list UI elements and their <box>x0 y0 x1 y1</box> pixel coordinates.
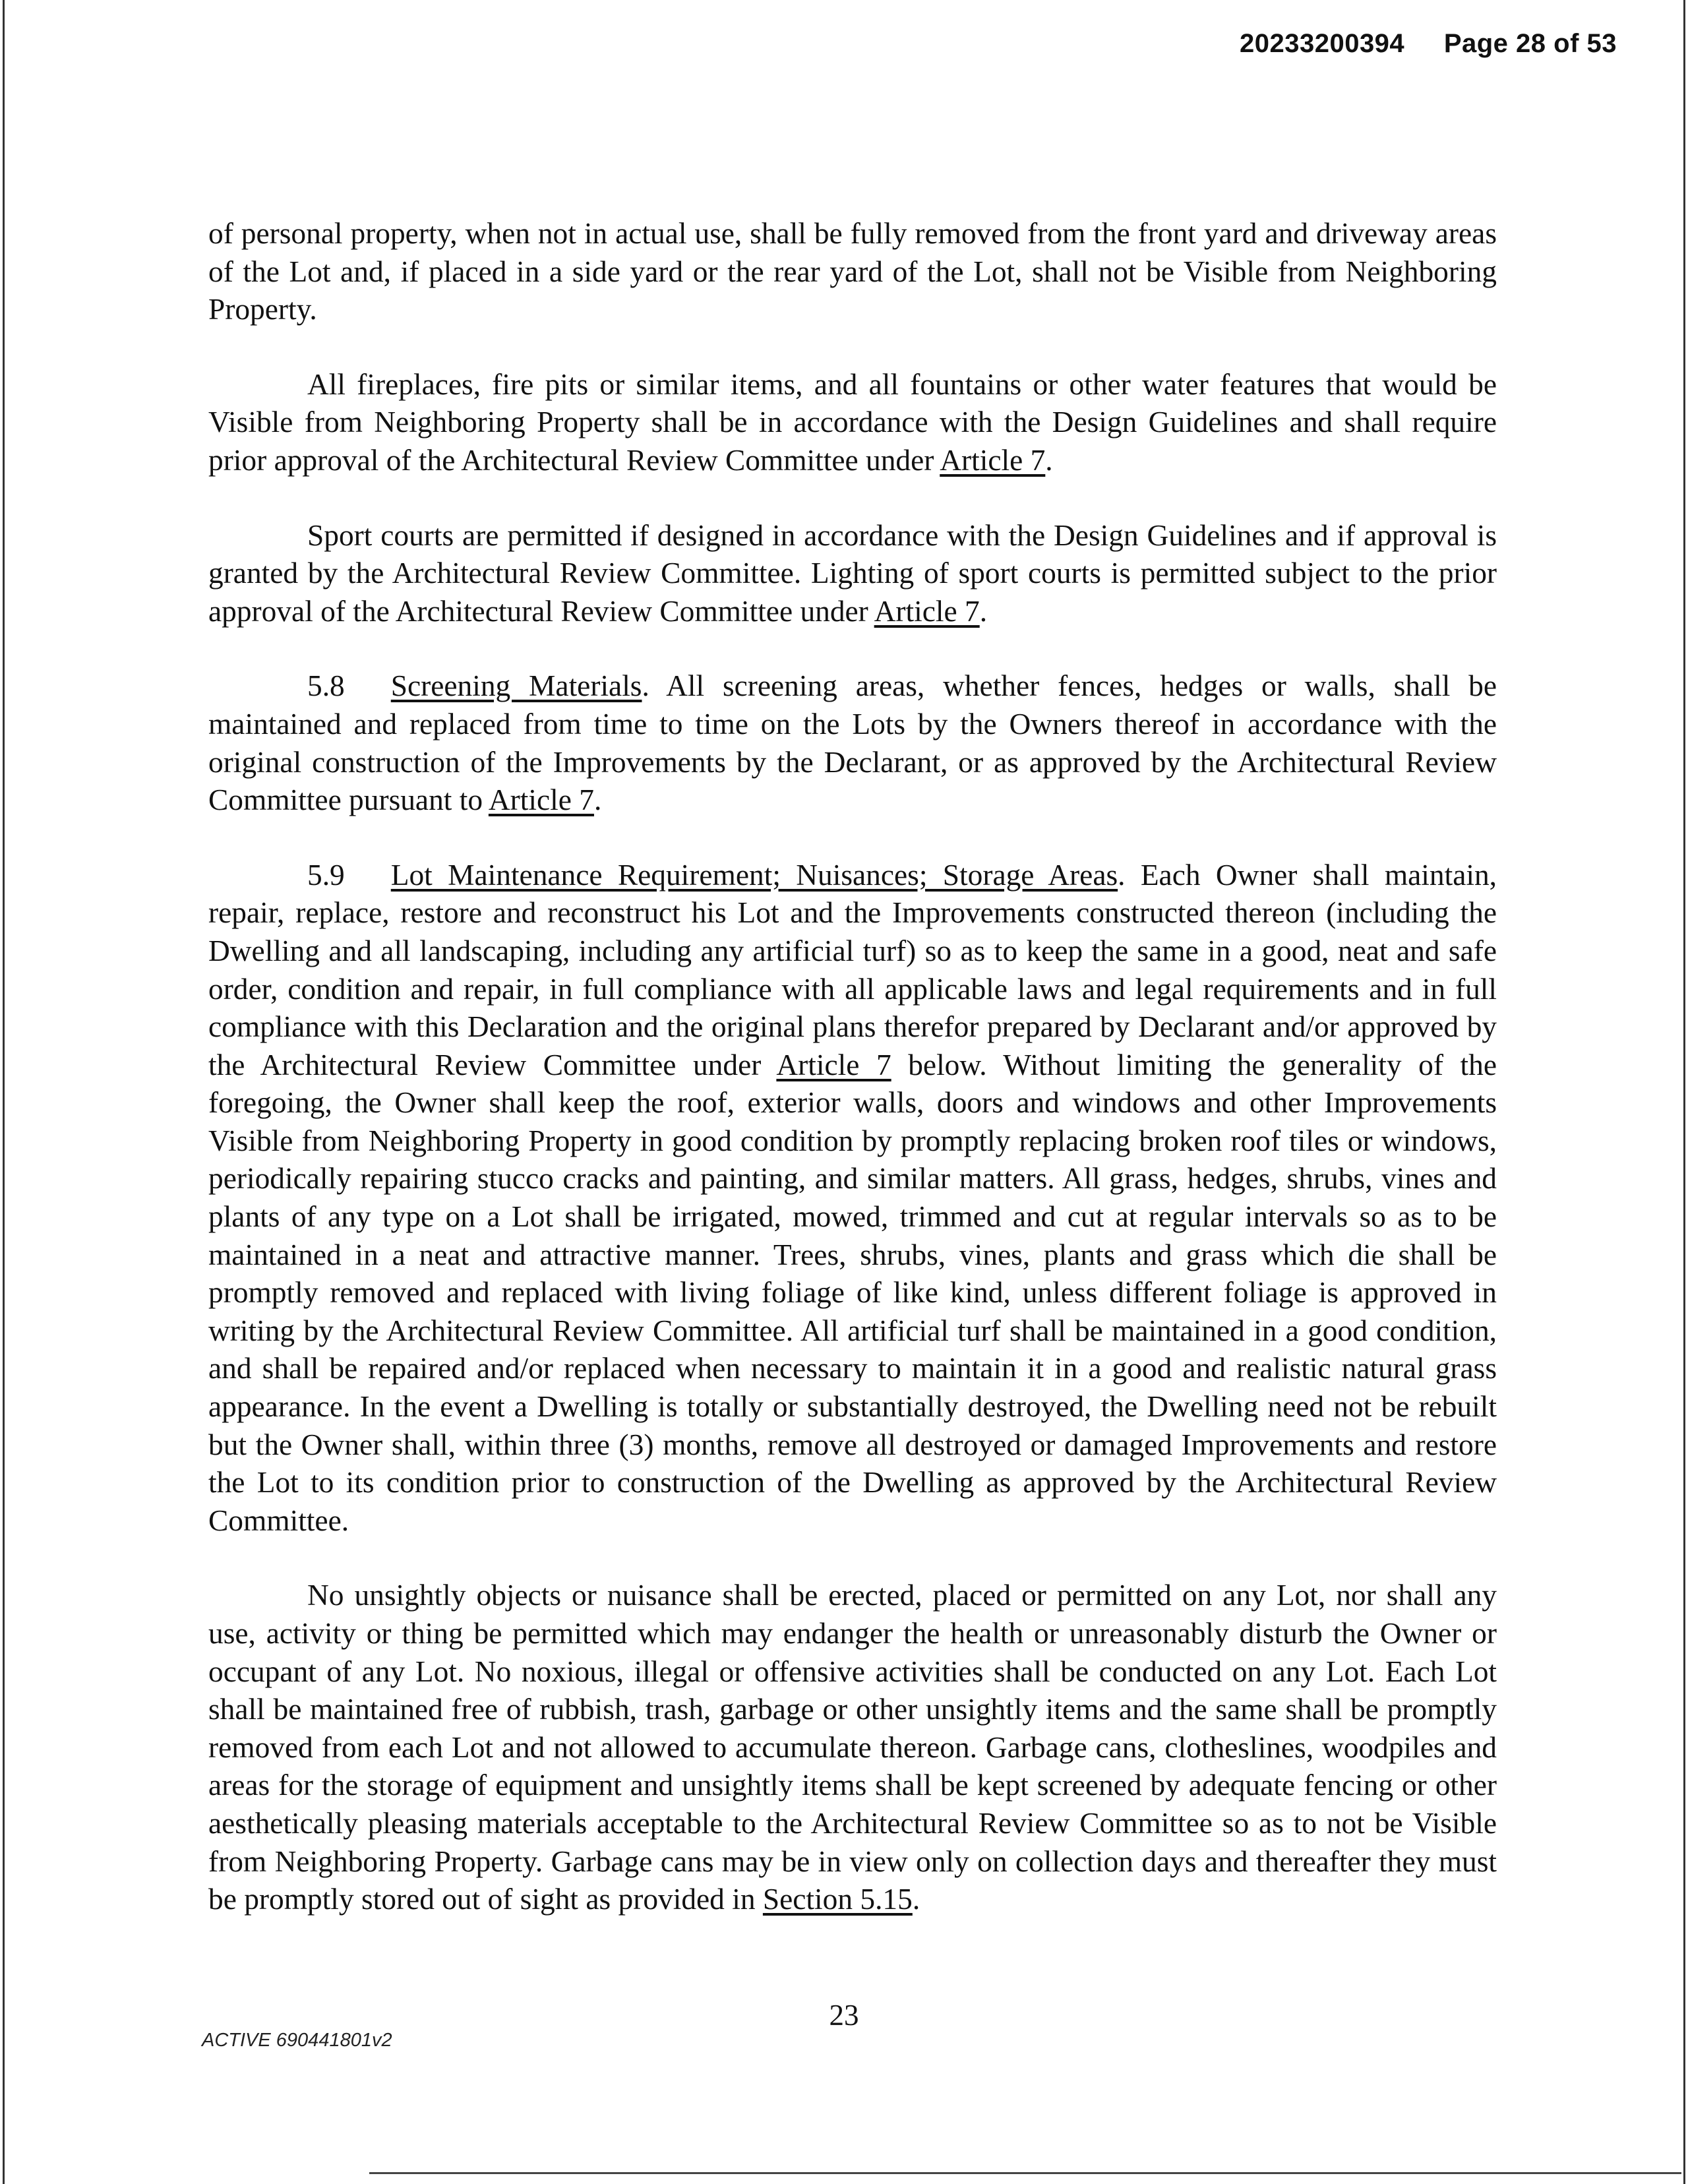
paragraph-fireplaces: All fireplaces, fire pits or similar items, and all fountains or other water features that would be Visible from Neighboring Property shall be in accordance with the Design Guidelines and shall require prior approval of the Architectural Review Committee under Article 7. <box>208 367 1497 477</box>
section-5-15-reference: Section 5.15 <box>762 1883 913 1916</box>
paragraph-nuisances: No unsightly objects or nuisance shall be erected, placed or permitted on any Lot, nor shall any use, activity or thing be permitted which may endanger the health or unreasonably disturb the Owner or occupant of any Lot. No noxious, illegal or offensive activities shall be conducted on any Lot. Each Lot shall be maintained free of rubbish, trash, garbage or other unsightly items and the same shall be promptly removed from each Lot and not allowed to accumulate thereon. Garbage cans, clotheslines, woodpiles and areas for the storage of equipment and unsightly items shall be kept screened by adequate fencing or other aesthetically pleasing materials acceptable to the Architectural Review Committee so as to not be Visible from Neighboring Property. Garbage cans may be in view only on collection days and thereafter they must be promptly stored out of sight as provided in Section 5.15. <box>208 1579 1497 1916</box>
article-7-reference: Article 7 <box>488 783 594 817</box>
section-text: . All screening areas, whether fences, hedges or walls, shall be maintained and replaced from time to time on the Lots by the Owners thereof in accordance with the original construction of the Improvements by the Declarant, or as approved by the Architectural Review Committee pursuant to <box>208 669 1497 817</box>
section-number: 5.8 <box>307 669 345 703</box>
section-title: Screening Materials <box>390 669 642 703</box>
paragraph-continuation <box>208 215 1497 329</box>
page-edge-right <box>1683 0 1685 2184</box>
section-title: Lot Maintenance Requirement; Nuisances; Storage Areas <box>390 858 1118 892</box>
recording-number: 20233200394 <box>1239 29 1405 58</box>
paragraph-sport-courts: Sport courts are permitted if designed in accordance with the Design Guidelines and if approval is granted by the Architectural Review Committee. Lighting of sport courts is permitted subject to the prior approval of the Architectural Review Committee under Article 7. <box>208 518 1497 628</box>
page-number: 23 <box>829 1999 859 2032</box>
document-id-footer: ACTIVE 690441801v2 <box>202 2030 392 2051</box>
article-7-reference: Article 7 <box>940 443 1046 477</box>
paragraph-text: No unsightly objects or nuisance shall be erected, placed or permitted on any Lot, nor shall any use, activity or thing be permitted which may endanger the health or unreasonably disturb the Owner or occupant of any Lot. No noxious, illegal or offensive activities shall be conducted on any Lot. Each Lot shall be maintained free of rubbish, trash, garbage or other unsightly items and the same shall be promptly removed from each Lot and not allowed to accumulate thereon. Garbage cans, clotheslines, woodpiles and areas for the storage of equipment and unsightly items shall be kept screened by adequate fencing or other aesthetically pleasing materials acceptable to the Architectural Review Committee so as to not be Visible from Neighboring Property. Garbage cans may be in view only on collection days and thereafter they must be promptly stored out of sight as provided in <box>208 1579 1497 1916</box>
page-edge-bottom <box>369 2172 1681 2174</box>
section-text: . Each Owner shall maintain, repair, replace, restore and reconstruct his Lot and the Improvements constructed thereon (including the Dwelling and all landscaping, including any artificial turf) so as to keep the same in a good, neat and safe order, condition and repair, in full compliance with all applicable laws and legal requirements and in full compliance with this Declaration and the original plans therefor prepared by Declarant and/or approved by the Architectural Review Committee under <box>208 858 1497 1081</box>
paragraph-text: Sport courts are permitted if designed in accordance with the Design Guidelines and if approval is granted by the Architectural Review Committee. Lighting of sport courts is permitted subject to the prior approval of the Architectural Review Committee under <box>208 518 1497 628</box>
article-7-reference: Article 7 <box>776 1048 891 1081</box>
section-5-8: 5.8 Screening Materials. All screening areas, whether fences, hedges or walls, shall be maintained and replaced from time to time on the Lots by the Owners thereof in accordance with the original construction of the Improvements by the Declarant, or as approved by the Architectural Review Committee pursuant to Article 7. <box>208 669 1497 817</box>
section-text-rest: below. Without limiting the generality of the foregoing, the Owner shall keep the roof, exterior walls, doors and windows and other Improvements Visible from Neighboring Property in good condition by promptly replacing broken roof tiles or windows, periodically repairing stucco cracks and painting, and similar matters. All grass, hedges, shrubs, vines and plants of any type on a Lot shall be irrigated, mowed, trimmed and cut at regular intervals so as to be maintained in a neat and attractive manner. Trees, shrubs, vines, plants and grass which die shall be promptly removed and replaced with living foliage of like kind, unless different foliage is approved in writing by the Architectural Review Committee. All artificial turf shall be maintained in a good condition, and shall be repaired and/or replaced when necessary to maintain it in a good and realistic natural grass appearance. In the event a Dwelling is totally or substantially destroyed, the Dwelling need not be rebuilt but the Owner shall, within three (3) months, remove all destroyed or damaged Improvements and restore the Lot to its condition prior to construction of the Dwelling as approved by the Architectural Review Committee. <box>208 1048 1497 1537</box>
paragraph-text: All fireplaces, fire pits or similar items, and all fountains or other water features that would be Visible from Neighboring Property shall be in accordance with the Design Guidelines and shall require prior approval of the Architectural Review Committee under <box>208 367 1497 477</box>
document-body <box>208 215 1497 1956</box>
paragraph-text: of personal property, when not in actual use, shall be fully removed from the front yard and driveway areas of the Lot and, if placed in a side yard or the rear yard of the Lot, shall not be Visible from Neighboring Property. <box>208 217 1497 326</box>
section-5-9 <box>208 857 1497 1540</box>
section-number: 5.9 <box>307 858 345 892</box>
page-header <box>1240 29 1617 59</box>
article-7-reference: Article 7 <box>874 594 980 628</box>
page-indicator: Page 28 of 53 <box>1443 29 1617 58</box>
page-edge-left <box>3 0 5 2184</box>
